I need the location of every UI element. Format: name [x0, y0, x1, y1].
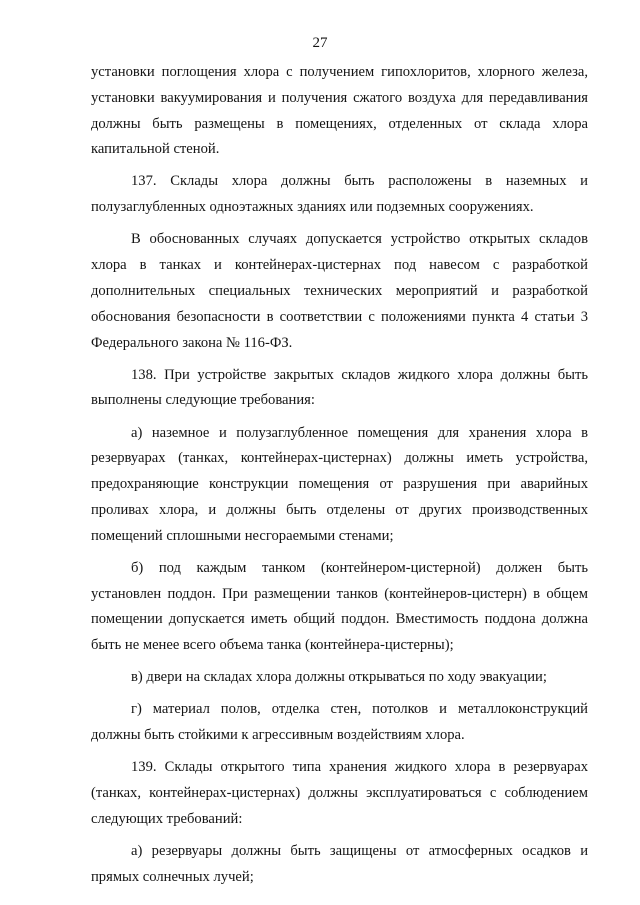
paragraph-138-g: г) материал полов, отделка стен, потолков и металлоконструкций должны быть стойкими к агрессивным воздействиям хлора.: [91, 701, 588, 744]
paragraph-137: 137. Склады хлора должны быть расположены в наземных и полузаглубленных одноэтажных зданиях или подземных сооружениях.: [91, 173, 588, 216]
paragraph-138-v: в) двери на складах хлора должны открываться по ходу эвакуации;: [131, 669, 547, 686]
paragraph-138-a: а) наземное и полузаглубленное помещения для хранения хлора в резервуарах (танках, контейнерах-цистернах) должны иметь устройства, предохраняющие конструкции помещения от разрушения при аварийных проливах хлора, и должны быть отделены от других производственных помещений сплошными несгораемыми стенами;: [91, 424, 588, 544]
paragraph-continuation: установки поглощения хлора с получением гипохлоритов, хлорного железа, установки вакуумирования и получения сжатого воздуха для передавливания должны быть размещены в помещениях, отделенных от склада хлора капитальной стеной.: [91, 64, 588, 158]
paragraph-open-storage-exception: В обоснованных случаях допускается устройство открытых складов хлора в танках и контейнерах-цистернах под навесом с разработкой дополнительных специальных технических мероприятий и разработкой обоснования безопасности в соответствии с положениями пункта 4 статьи 3 Федерального закона № 116-ФЗ.: [91, 231, 588, 351]
paragraph-139: 139. Склады открытого типа хранения жидкого хлора в резервуарах (танках, контейнерах-цистернах) должны эксплуатироваться с соблюдением следующих требований:: [91, 759, 588, 827]
page-body: [91, 60, 588, 897]
paragraph-139-a: а) резервуары должны быть защищены от атмосферных осадков и прямых солнечных лучей;: [91, 842, 588, 885]
page-number: 27: [312, 35, 328, 51]
paragraph-138-b: б) под каждым танком (контейнером-цистерной) должен быть установлен поддон. При размещении танков (контейнеров-цистерн) в общем помещении допускается иметь общий поддон. Вместимость поддона должна быть не менее всего объема танка (контейнера-цистерны);: [91, 559, 588, 654]
paragraph-138: 138. При устройстве закрытых складов жидкого хлора должны быть выполнены следующие требования:: [91, 366, 588, 409]
